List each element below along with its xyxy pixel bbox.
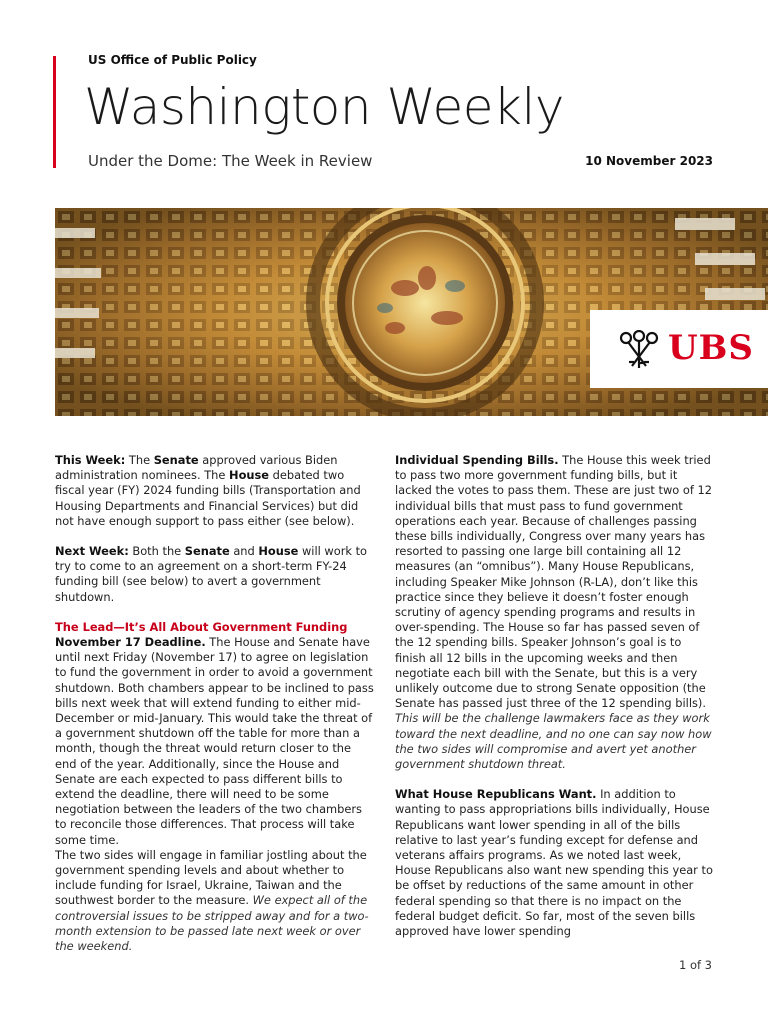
spending-bills-paragraph: Individual Spending Bills. The House this week tried to pass two more government funding bills, but it lacked the votes to pass them. These are just two of 12 individual bills that must pass to fund government operations each year. Because of challenges passing these bills individually, Congress over many years has resorted to passing one large bill containing all 12 measures (an “omnibus”). Many House Republicans, including Speaker Mike Johnson (R-LA), don’t like this practice since they believe it doesn’t foster enough scrutiny of agency spending programs and results in over-spending. The House so far has passed seven of the 12 spending bills. Speaker Johnson’s goal is to finish all 12 bills in the upcoming weeks and then negotiate each bill with the Senate, but this is a very unlikely outcome due to strong Senate opposition (the Senate has passed just three of the 12 spending bills). This will be the challenge lawmakers face as they work toward the next deadline, and no one can say now how the two sides will compromise and avert yet another government shutdown threat. xyxy=(395,453,712,772)
office-name: US Office of Public Policy xyxy=(88,53,257,67)
republicans-want-paragraph: What House Republicans Want. In addition to wanting to pass appropriations bills individually, House Republicans want lower spending in all of the bills relative to last year’s funding except for defense and veterans affairs programs. As we noted last week, House Republicans also want new spending this year to be offset by reductions of the same amount in other federal spending so that there is no impact on the federal budget deficit. So far, most of the seven bills approved have lower spending xyxy=(395,787,713,939)
ubs-logo-text: UBS xyxy=(668,328,754,368)
page-number: 1 of 3 xyxy=(678,958,712,972)
next-week-paragraph: Next Week: Both the Senate and House will work to try to come to an agreement on a short-term FY-24 funding bill (see below) to avert a government shutdown. xyxy=(55,544,368,604)
jostling-paragraph: The two sides will engage in familiar jostling about the government spending levels and about whether to include funding for Israel, Ukraine, Taiwan and the southwest border to the measure. We expect all of the controversial issues to be stripped away and for a two-month extension to be passed late next week or over the weekend. xyxy=(55,847,369,954)
newsletter-subtitle: Under the Dome: The Week in Review xyxy=(88,152,373,170)
accent-bar xyxy=(53,56,56,168)
deadline-paragraph: November 17 Deadline. The House and Senate have until next Friday (November 17) to agree on legislation to fund the government in order to avoid a government shutdown. Both chambers appear to be inclined to pass bills next week that will extend funding to either mid-December or mid-January. This would take the threat of a government shutdown off the table for more than a month, though the threat would return closer to the end of the year. Additionally, since the House and Senate are each expected to pass different bills to extend the deadline, there will need to be some negotiation between the leaders of the two chambers to reconcile those differences. That process will take some time. xyxy=(55,635,374,847)
lead-section-heading: The Lead—It’s All About Government Funding xyxy=(55,619,348,634)
issue-date: 10 November 2023 xyxy=(585,154,713,168)
capitol-dome-photo xyxy=(55,208,768,416)
left-column xyxy=(55,453,375,954)
this-week-paragraph: This Week: The Senate approved various Biden administration nominees. The House debated two fiscal year (FY) 2024 funding bills (Transportation and Housing Departments and Financial Services) but did not have enough support to pass either (see below). xyxy=(55,453,361,528)
newsletter-title: Washington Weekly xyxy=(84,78,564,136)
ubs-keys-icon xyxy=(616,330,662,372)
ubs-logo xyxy=(590,310,768,388)
right-column xyxy=(395,453,715,939)
